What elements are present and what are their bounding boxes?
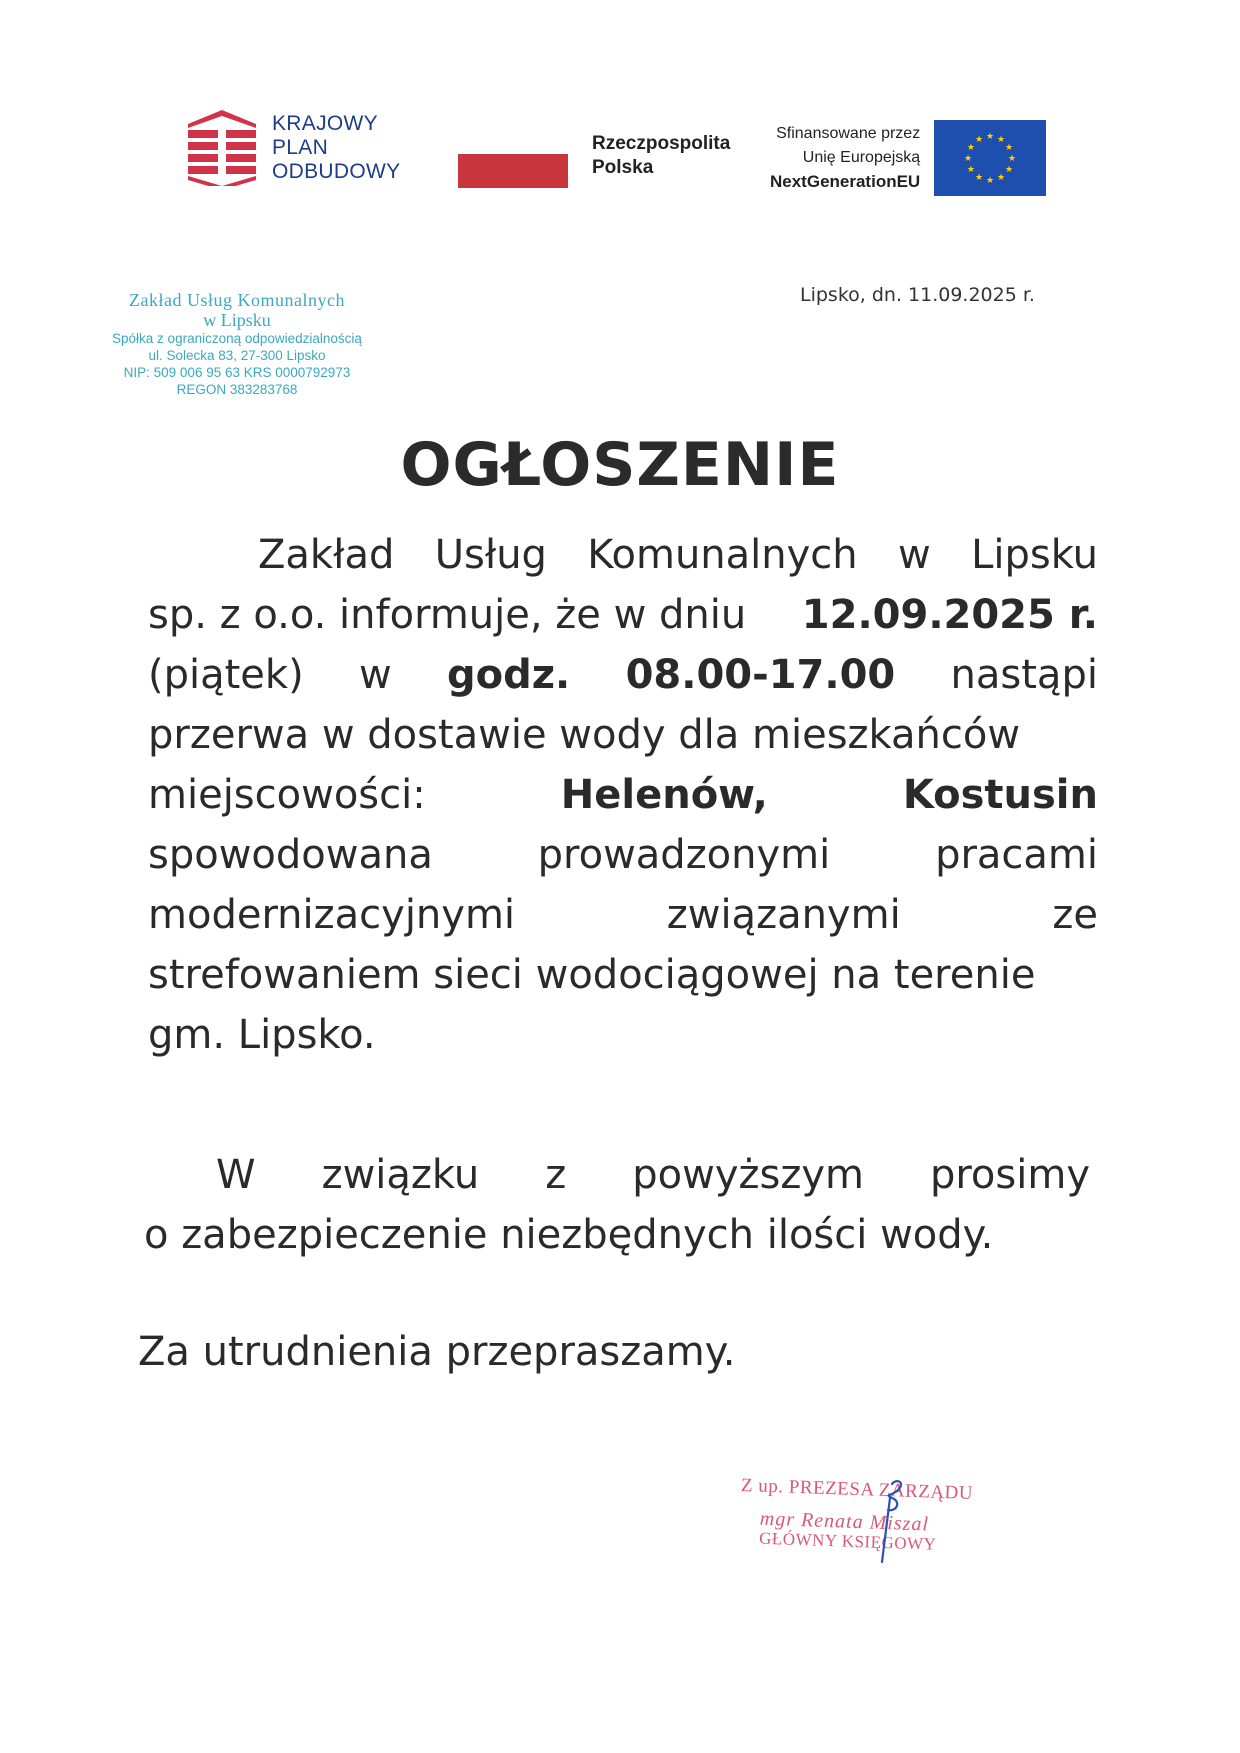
text-word: 08.00-17.00 — [625, 652, 896, 698]
text-word: (piątek) — [148, 652, 304, 698]
company-stamp — [92, 290, 382, 398]
text-word: ze — [1052, 892, 1098, 938]
text-word: godz. — [447, 652, 571, 698]
eu-logo-text — [770, 122, 920, 194]
document-date: Lipsko, dn. 11.09.2025 r. — [800, 284, 1035, 306]
eu-star-icon: ★ — [986, 132, 995, 142]
text-line — [144, 1145, 1090, 1205]
rp-logo-text — [592, 132, 730, 180]
text-word: związku — [321, 1152, 480, 1198]
text-line — [144, 1205, 1090, 1265]
eu-line-2: Unię Europejską — [802, 149, 921, 166]
text-word: prosimy — [929, 1152, 1090, 1198]
handwritten-signature — [862, 1476, 922, 1566]
text-line — [148, 765, 1098, 825]
apology-line: Za utrudnienia przepraszamy. — [138, 1329, 736, 1375]
text-line — [148, 705, 1098, 765]
text-word: pracami — [935, 832, 1098, 878]
text-word: z — [545, 1152, 567, 1198]
text-word: W — [216, 1152, 256, 1198]
text-word: sp. z o.o. informuje, że w dniu — [148, 592, 747, 638]
text-word: Usług — [434, 532, 547, 578]
text-word: strefowaniem sieci wodociągowej na terenie — [148, 952, 1036, 998]
eu-star-icon: ★ — [1005, 165, 1014, 175]
rp-line-2: Polska — [592, 157, 654, 178]
text-word: Helenów, — [560, 772, 768, 818]
signature-role: GŁÓWNY KSIĘGOWY — [758, 1528, 937, 1554]
kpo-logo-text — [272, 112, 400, 184]
text-line — [148, 1005, 1098, 1065]
eu-star-icon: ★ — [997, 173, 1006, 184]
text-line — [148, 945, 1098, 1005]
eu-line-1: Sfinansowane przez — [776, 125, 921, 142]
text-word: prowadzonymi — [537, 832, 831, 878]
text-word: gm. Lipsko. — [148, 1012, 376, 1058]
text-line — [148, 525, 1098, 585]
stamp-nip-krs: NIP: 509 006 95 63 KRS 0000792973 — [123, 365, 351, 380]
text-word: spowodowana — [148, 832, 433, 878]
kpo-line-2: PLAN — [272, 136, 329, 159]
rp-line-1: Rzeczpospolita — [592, 133, 731, 154]
eu-star-icon: ★ — [997, 134, 1006, 145]
text-word: Zakład — [258, 532, 395, 578]
text-word: w — [898, 532, 931, 578]
eu-star-icon: ★ — [967, 165, 976, 175]
text-word: w — [359, 652, 392, 698]
polish-flag-icon — [458, 124, 568, 188]
stamp-company-type: Spółka z ograniczoną odpowiedzialnością — [112, 331, 362, 346]
eu-line-3: NextGenerationEU — [770, 172, 921, 191]
eu-star-icon: ★ — [975, 173, 984, 184]
text-word: o zabezpieczenie niezbędnych ilości wody. — [144, 1212, 994, 1258]
rp-logo — [458, 124, 730, 188]
announcement-paragraph-1 — [148, 525, 1098, 1065]
text-word: miejscowości: — [148, 772, 426, 818]
stamp-regon: REGON 383283768 — [176, 382, 298, 397]
eu-star-icon: ★ — [1005, 143, 1014, 153]
eu-star-icon: ★ — [967, 143, 976, 153]
eu-star-icon: ★ — [964, 154, 973, 164]
stamp-company-name: Zakład Usług Komunalnych — [129, 290, 345, 310]
text-word: przerwa w dostawie wody dla mieszkańców — [148, 712, 1021, 758]
kpo-logo — [188, 110, 400, 186]
text-word: Kostusin — [902, 772, 1098, 818]
eu-star-icon: ★ — [975, 134, 984, 145]
stamp-address: ul. Solecka 83, 27-300 Lipsko — [148, 348, 326, 363]
announcement-paragraph-3 — [138, 1322, 1098, 1382]
kpo-line-3: ODBUDOWY — [272, 160, 401, 183]
eu-logo — [770, 120, 1046, 196]
text-word: 12.09.2025 r. — [801, 592, 1098, 638]
kpo-line-1: KRAJOWY — [272, 112, 378, 135]
text-word: związanymi — [666, 892, 901, 938]
text-word: nastąpi — [950, 652, 1098, 698]
eu-star-icon: ★ — [986, 176, 995, 186]
announcement-paragraph-2 — [144, 1145, 1090, 1265]
eu-flag-icon — [934, 120, 1046, 196]
signature-name: mgr Renata Miszal — [759, 1507, 930, 1536]
text-line — [148, 585, 1098, 645]
stamp-company-city: w Lipsku — [203, 310, 271, 330]
eu-star-icon: ★ — [1008, 154, 1017, 164]
text-word: Lipsku — [971, 532, 1098, 578]
signature-authority: Z up. PREZESA ZARZĄDU — [740, 1474, 974, 1505]
text-word: Komunalnych — [587, 532, 858, 578]
document-title: OGŁOSZENIE — [400, 430, 840, 500]
text-line — [148, 645, 1098, 705]
kpo-logo-icon — [188, 110, 256, 186]
text-line — [148, 885, 1098, 945]
text-word: powyższym — [632, 1152, 864, 1198]
text-line — [148, 825, 1098, 885]
text-word: modernizacyjnymi — [148, 892, 516, 938]
